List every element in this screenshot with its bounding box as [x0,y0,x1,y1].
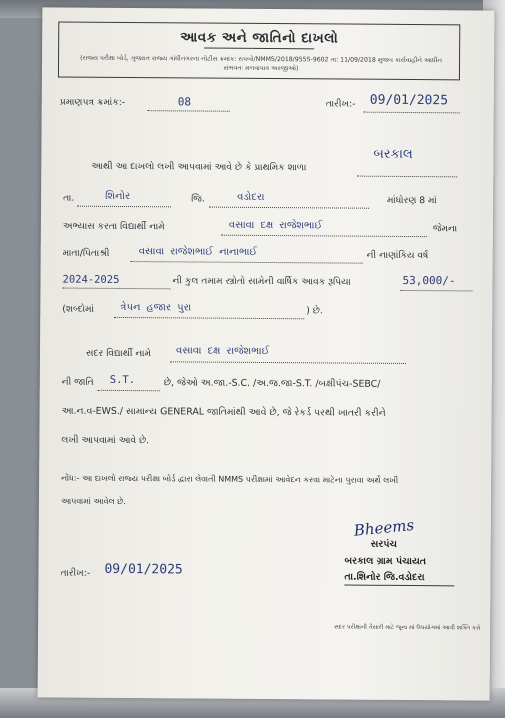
caste-value: S.T. [109,373,136,387]
bottom-date-label: તારીખ:- [60,567,91,579]
school-name: બરકાલ [373,146,413,163]
title-box [58,22,460,81]
student-name-2: વસાવા દક્ષ રાજેશભાઈ [175,345,270,358]
date-dots [364,111,460,114]
certificate-paper [38,7,495,700]
year-value: 2024-2025 [62,273,120,286]
income-dots [400,289,472,292]
intro-text: આથી આ દાખલો લખી આપવામાં આવે છે કે પ્રાથમિક શાળા [91,160,307,174]
parent-dots [131,260,363,264]
district-prefix: જિ. [191,193,205,205]
whose-text: જેમના [432,223,458,235]
parent-name: વસાવા રાજેશભાઈ નાનાભાઈ [138,246,258,258]
certificate-no-dots [148,109,230,112]
caste-prefix: ની જાતિ [61,376,94,388]
caste-dots [98,389,160,391]
title-underline [204,48,314,50]
date-label: તારીખ:- [325,98,356,110]
certificate-no-label: પ્રમાણપત્ર ક્રમાંક:- [59,96,126,109]
stamp-panchayat: બરકાલ ગ્રામ પંચાયત [344,555,427,568]
words-dots [114,316,304,319]
stamp-taluka: તા.શિનોર જિ.વડોદરા [344,571,425,584]
date-value: 09/01/2025 [369,92,449,109]
student-dots-2 [170,360,406,364]
standard-text: માંધોરણ 8 માં [387,194,437,207]
income-value: 53,000/- [402,273,456,288]
income-words: ત્રેપન હજાર પુરા [120,301,192,314]
student-name: વસાવા દક્ષ રાજેશભાઈ [228,219,323,232]
footer-note: સદર પરીક્ષાની તૈયારી માટે જૂના માં ઉપયોગમાં આવી શક્તિ કરો [334,624,481,632]
annual-text: ની નાણાંકિય વર્ષ [366,249,429,262]
income-text: ની કુલ તમામ સ્ત્રોતો સામેની વાર્ષિક આવક રૂપિયા [172,275,351,288]
note-line-1: નોંધ:- આ દાખલો રાજ્ય પરીક્ષા બોર્ડ દ્વારા લેવાતી NMMS પરીક્ષામાં આવેદન કરવા માટેના પુરાવા અર્થે લખી [61,473,399,485]
words-open: (શબ્દોમાં [62,303,94,315]
district-value: વડોદરા [237,191,265,203]
reference-note: (રાજ્ય પરીક્ષા બોર્ડ, ગુજરાત રાજ્ય ગાંધીનગરના નોટીસ ક્રમાંક: રાપબો/NMMS/2018/9555-9602 તા: 11/09/2018 મુજબ કાર્યવાહીને આધીન સંભવતઃ મળવાપાત્ર અરજીઓ) [80,54,442,73]
bottom-date-value: 09/01/2025 [104,561,183,578]
taluka-value: શિનોર [105,190,131,203]
signature: Bheems [353,515,415,540]
parent-label: માતા/પિતાશ્રી [62,247,110,259]
note-line-2: આપવામાં આવેલ છે. [60,496,126,507]
stamp-title: સરપંચ [370,538,398,550]
district-dots [209,206,369,209]
student-dots [221,234,427,237]
category-text-2: આ.ન.વ-EWS./ સામાન્ય GENERAL જાતિમાંથી આવે છે, જે રેકર્ડ પરથી ખાતરી કરીને [61,405,386,419]
student-label-2: સદર વિદ્યાર્થી નામે [85,347,152,360]
stamp-underline [344,585,454,587]
document-title: આવક અને જાતિનો દાખલો [180,29,339,47]
school-dots [357,175,457,178]
taluka-prefix: તા. [63,192,75,204]
category-text: છે, જેઓ અ.જા.-S.C. /અ.જ.જા-S.T. /બક્ષીપંચ-SEBC/ [163,377,381,390]
words-close: ) છે. [306,305,323,317]
certificate-no-value: 08 [177,95,192,109]
study-text: અભ્યાસ કરતા વિદ્યાર્થી નામે [62,220,165,233]
closing-text: લખી આપવામાં આવે છે. [61,434,150,447]
year-dots [62,287,170,290]
taluka-dots [77,205,171,208]
